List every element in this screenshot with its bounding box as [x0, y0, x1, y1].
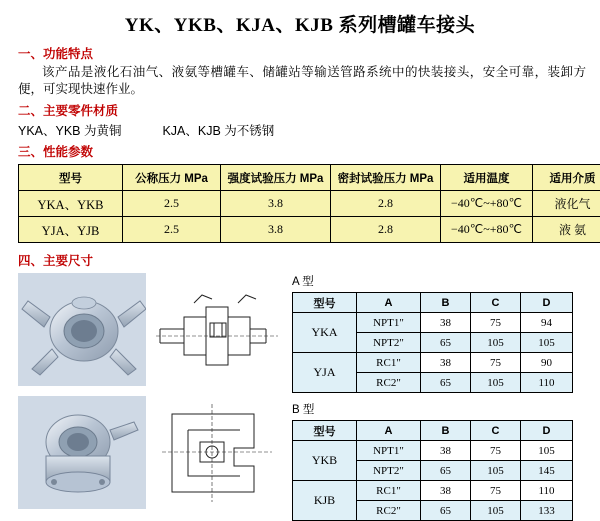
cell-temperature: −40℃~+80℃: [441, 191, 533, 217]
cell-b: 65: [421, 501, 471, 521]
cell-d: 94: [521, 313, 573, 333]
col-header-a: A: [357, 421, 421, 441]
cell-a: RC2": [357, 501, 421, 521]
page-title: YK、YKB、KJA、KJB 系列槽罐车接头: [0, 0, 600, 41]
col-header-c: C: [471, 421, 521, 441]
cell-model: YJA: [293, 353, 357, 393]
table-row: [293, 353, 573, 373]
cell-c: 105: [471, 373, 521, 393]
table-column: [292, 273, 582, 521]
coupling-photo-a: [18, 273, 146, 386]
cell-temperature: −40℃~+80℃: [441, 217, 533, 243]
cell-c: 75: [471, 441, 521, 461]
cell-model: YKA: [293, 313, 357, 353]
type-a-label: A 型: [292, 273, 582, 289]
cell-d: 110: [521, 373, 573, 393]
cell-b: 38: [421, 441, 471, 461]
col-header-medium: 适用介质: [533, 165, 600, 191]
type-a-table: [292, 292, 573, 393]
coupling-photo-b: [18, 396, 146, 509]
cell-model: YJA、YJB: [19, 217, 123, 243]
col-header-nominal-pressure: 公称压力 MPa: [123, 165, 221, 191]
type-b-label: B 型: [292, 401, 582, 417]
table-row: [293, 481, 573, 501]
table-row: [293, 313, 573, 333]
cell-a: RC1": [357, 353, 421, 373]
col-header-a: A: [357, 293, 421, 313]
cell-b: 65: [421, 333, 471, 353]
cell-model: KJB: [293, 481, 357, 521]
cell-d: 105: [521, 441, 573, 461]
section-heading-performance: 三、性能参数: [18, 142, 600, 160]
cell-model: YKA、YKB: [19, 191, 123, 217]
table-header-row: [293, 421, 573, 441]
cell-a: NPT2": [357, 333, 421, 353]
cell-strength-test: 3.8: [221, 191, 331, 217]
col-header-b: B: [421, 293, 471, 313]
cell-c: 75: [471, 481, 521, 501]
table-header-row: [293, 293, 573, 313]
cell-c: 105: [471, 501, 521, 521]
cell-b: 65: [421, 461, 471, 481]
cell-seal-test: 2.8: [331, 217, 441, 243]
cell-d: 90: [521, 353, 573, 373]
section-heading-features: 一、功能特点: [18, 44, 600, 62]
col-header-seal-test: 密封试验压力 MPa: [331, 165, 441, 191]
table-row: [293, 441, 573, 461]
material-stainless: KJA、KJB 为不锈钢: [162, 124, 274, 138]
col-header-c: C: [471, 293, 521, 313]
table-row: [19, 191, 600, 217]
cell-b: 38: [421, 313, 471, 333]
cell-strength-test: 3.8: [221, 217, 331, 243]
coupling-line-drawing-a: [154, 273, 280, 386]
col-header-model: 型号: [293, 293, 357, 313]
cell-seal-test: 2.8: [331, 191, 441, 217]
cell-d: 105: [521, 333, 573, 353]
cell-medium: 液化气: [533, 191, 600, 217]
cell-b: 65: [421, 373, 471, 393]
col-header-strength-test: 强度试验压力 MPa: [221, 165, 331, 191]
section-heading-material: 二、主要零件材质: [18, 101, 600, 119]
cell-a: RC1": [357, 481, 421, 501]
cell-nominal-pressure: 2.5: [123, 191, 221, 217]
material-brass: YKA、YKB 为黄铜: [18, 124, 122, 138]
photo-row-a: [18, 273, 283, 388]
coupling-line-drawing-b: [154, 396, 280, 509]
col-header-b: B: [421, 421, 471, 441]
cell-nominal-pressure: 2.5: [123, 217, 221, 243]
cell-a: RC2": [357, 373, 421, 393]
photo-row-b: [18, 396, 283, 511]
table-row: [19, 217, 600, 243]
col-header-temperature: 适用温度: [441, 165, 533, 191]
cell-c: 75: [471, 353, 521, 373]
table-header-row: [19, 165, 600, 191]
cell-d: 145: [521, 461, 573, 481]
cell-c: 75: [471, 313, 521, 333]
col-header-model: 型号: [293, 421, 357, 441]
cell-a: NPT2": [357, 461, 421, 481]
cell-c: 105: [471, 461, 521, 481]
material-line: [18, 121, 600, 139]
performance-table: [18, 164, 600, 243]
cell-b: 38: [421, 481, 471, 501]
col-header-d: D: [521, 421, 573, 441]
cell-c: 105: [471, 333, 521, 353]
type-b-block: [292, 401, 582, 521]
col-header-model: 型号: [19, 165, 123, 191]
type-b-table: [292, 420, 573, 521]
cell-d: 110: [521, 481, 573, 501]
cell-b: 38: [421, 353, 471, 373]
cell-model: YKB: [293, 441, 357, 481]
cell-a: NPT1": [357, 441, 421, 461]
cell-d: 133: [521, 501, 573, 521]
features-text: 该产品是液化石油气、液氨等槽罐车、储罐站等输送管路系统中的快装接头，安全可靠，装卸方便，可实现快速作业。: [18, 64, 586, 98]
col-header-d: D: [521, 293, 573, 313]
image-column: [18, 273, 283, 519]
section-heading-dimensions: 四、主要尺寸: [18, 251, 600, 269]
dimensions-area: [18, 273, 584, 521]
cell-medium: 液 氨: [533, 217, 600, 243]
cell-a: NPT1": [357, 313, 421, 333]
